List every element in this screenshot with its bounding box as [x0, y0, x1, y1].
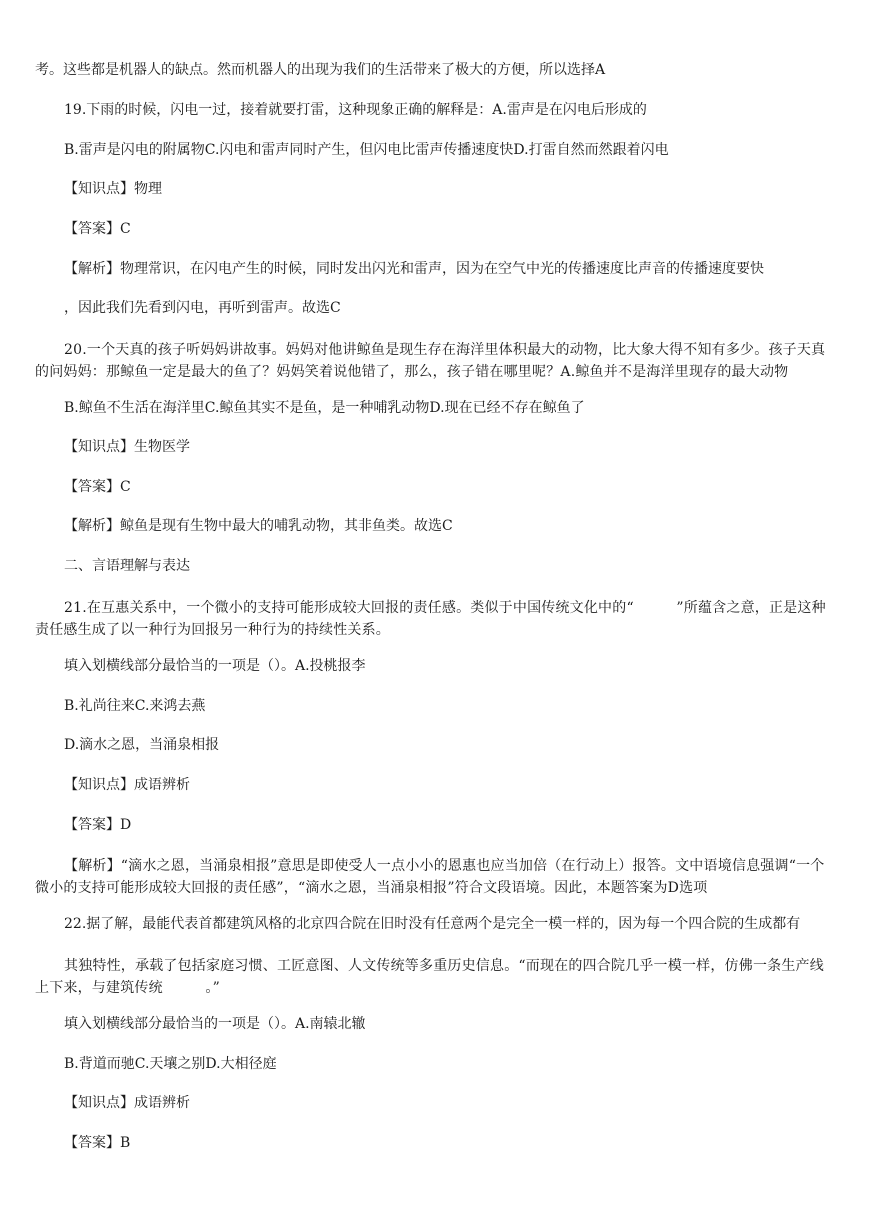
question-21-prompt: 填入划横线部分最恰当的一项是（）。A.投桃报李 — [64, 658, 366, 674]
question-20-answer: 【答案】C — [64, 479, 131, 495]
section-heading: 二、言语理解与表达 — [64, 558, 190, 574]
question-21-analysis: 【解析】“滴水之恩，当涌泉相报”意思是即使受人一点小小的恩惠也应当加倍（在行动上）报答。文中语境信息强调“一个微小的支持可能形成较大回报的责任感”，“滴水之恩，当涌泉相报”符合文段语境。因此，本题答案为D选项 — [35, 858, 825, 896]
question-20-knowledge-point: 【知识点】生物医学 — [64, 439, 190, 455]
question-19-stem: 19.下雨的时候，闪电一过，接着就要打雷，这种现象正确的解释是：A.雷声是在闪电后形成的 — [64, 102, 647, 118]
question-19-answer: 【答案】C — [64, 221, 131, 237]
question-21-options: B.礼尚往来C.来鸿去燕 — [64, 698, 206, 714]
question-19-analysis: 【解析】物理常识，在闪电产生的时候，同时发出闪光和雷声，因为在空气中光的传播速度比声音的传播速度要快 — [64, 261, 764, 277]
question-20-analysis: 【解析】鲸鱼是现有生物中最大的哺乳动物，其非鱼类。故选C — [64, 518, 453, 534]
question-22-options: B.背道而驰C.天壤之别D.大相径庭 — [64, 1056, 277, 1072]
question-22-stem-continued: 其独特性，承载了包括家庭习惯、工匠意图、人文传统等多重历史信息。“而现在的四合院几乎一模一样，仿佛一条生产线上下来，与建筑传统 。” — [35, 958, 824, 996]
question-20-options: B.鲸鱼不生活在海洋里C.鲸鱼其实不是鱼，是一种哺乳动物D.现在已经不存在鲸鱼了 — [64, 400, 585, 416]
text-line-continuation: 考。这些都是机器人的缺点。然而机器人的出现为我们的生活带来了极大的方便，所以选择A — [35, 62, 606, 78]
question-21-option-d: D.滴水之恩，当涌泉相报 — [64, 737, 220, 753]
question-19-knowledge-point: 【知识点】物理 — [64, 181, 162, 197]
question-22-prompt: 填入划横线部分最恰当的一项是（）。A.南辕北辙 — [64, 1016, 366, 1032]
question-21-knowledge-point: 【知识点】成语辨析 — [64, 777, 190, 793]
question-20-stem: 20.一个天真的孩子听妈妈讲故事。妈妈对他讲鲸鱼是现生存在海洋里体积最大的动物，比大象大得不知有多少。孩子天真的问妈妈：那鲸鱼一定是最大的鱼了？妈妈笑着说他错了，那么，孩子错在哪里呢？A.鲸鱼并不是海洋里现存的最大动物 — [35, 342, 826, 380]
question-22-knowledge-point: 【知识点】成语辨析 — [64, 1095, 190, 1111]
question-22-stem: 22.据了解，最能代表首都建筑风格的北京四合院在旧时没有任意两个是完全一模一样的，因为每一个四合院的生成都有 — [64, 916, 801, 932]
question-21-answer: 【答案】D — [64, 817, 132, 833]
question-22-answer: 【答案】B — [64, 1135, 131, 1151]
question-21-stem: 21.在互惠关系中，一个微小的支持可能形成较大回报的责任感。类似于中国传统文化中的“ ”所蕴含之意，正是这种责任感生成了以一种行为回报另一种行为的持续性关系。 — [35, 600, 826, 638]
question-19-analysis-continued: ，因此我们先看到闪电，再听到雷声。故选C — [64, 300, 341, 316]
question-19-options: B.雷声是闪电的附属物C.闪电和雷声同时产生，但闪电比雷声传播速度快D.打雷自然而然跟着闪电 — [64, 142, 669, 158]
